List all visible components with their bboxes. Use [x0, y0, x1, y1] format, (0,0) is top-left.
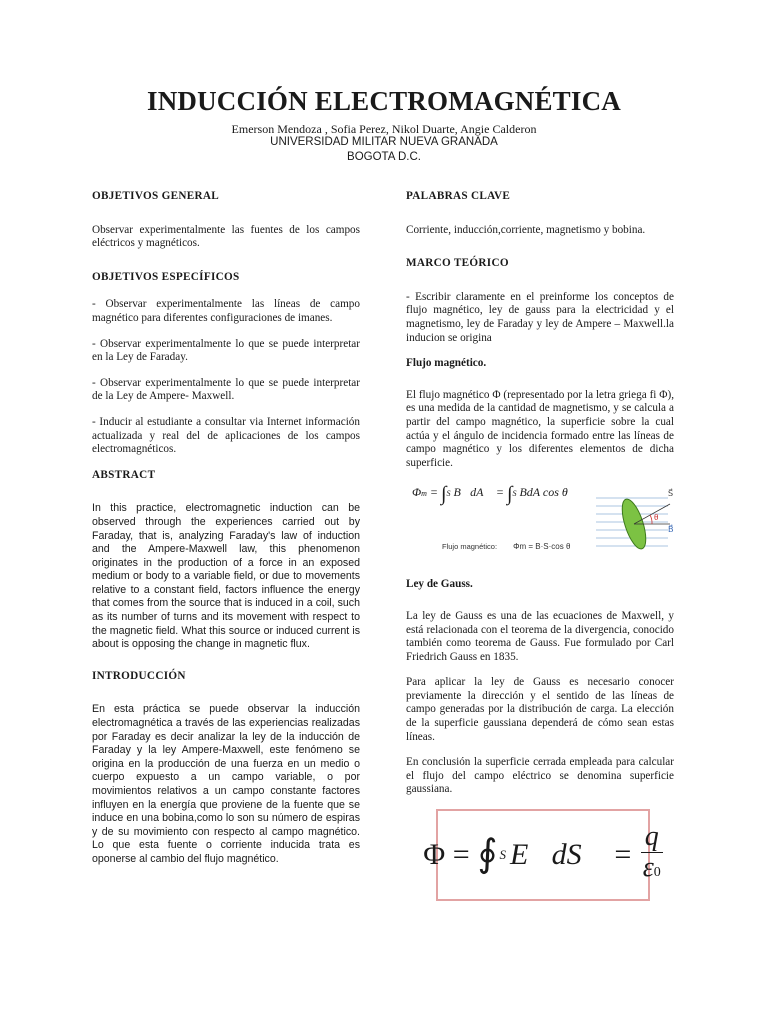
- palabras-clave-heading: PALABRAS CLAVE: [406, 190, 511, 202]
- gauss-paragraph: En conclusión la superficie cerrada empleada para calcular el flujo del campo eléctrico se denomina superficie gaussiana.: [406, 756, 674, 796]
- flux-field-diagram: [596, 482, 676, 562]
- palabras-clave-text: Corriente, inducción,corriente, magnetismo y bobina.: [406, 223, 646, 236]
- objetivo-item: - Observar experimentalmente las líneas de campo magnético para diferentes configuraciones de imanes.: [92, 298, 360, 324]
- authors: Emerson Mendoza , Sofia Perez, Nikol Duarte, Angie Calderon: [231, 122, 537, 136]
- introduccion-text: En esta práctica se puede observar la inducción electromagnética a través de las experiencias realizadas por Faraday es decir analizar la ley de la inducción de Faraday y la ley Ampere-Maxwell, este fenómeno se origina en la producción de una fuerza en un medio o cuerpo expuesto a un campo variable, o por movimientos relativos a un campo constante factores influyen en la energía que proviene de la fuente que se induce en una bobina,como lo son su número de espiras y de su movimiento con respecto al campo magnético. Lo que esta fuente o corriente inducida trata es oponerse al cambio del flujo magnético.: [92, 703, 360, 865]
- paper-title: INDUCCIÓN ELECTROMAGNÉTICA: [147, 86, 621, 116]
- marco-teorico-heading: MARCO TEÓRICO: [406, 257, 509, 270]
- flux-figure: [406, 482, 674, 562]
- gauss-heading: Ley de Gauss.: [406, 578, 473, 591]
- objetivos-especificos-heading: OBJETIVOS ESPECÍFICOS: [92, 270, 240, 283]
- flujo-text: El flujo magnético Φ (representado por la letra griega fi Φ), es una medida de la cantidad de magnetismo, y se calcula a partir del campo magnético, la superficie sobre la cual actúa y el ángulo de incidencia formado entre las líneas de campo magnético y los diferentes elementos de dicha superficie.: [406, 388, 674, 469]
- abstract-text: In this practice, electromagnetic induction can be observed through the experiences carried out by Faraday, that is, analyzing Faraday's law of induction and the Ampere-Maxwell law, this phenomenon originates in the production of a force in an exposed medium or body to a variable field, or due to movements relative to a constant field, factors influence the energy that comes from the source that is induced in a coil, such as its number of turns and its movement with respect to the magnetic field. What this source or induced current is about is opposing the change in magnetic flux.: [92, 502, 360, 651]
- gauss-paragraph: La ley de Gauss es una de las ecuaciones de Maxwell, y está relacionada con el teorema de la divergencia, conocido también como teorema de Gauss. Fue formulado por Carl Friedrich Gauss en 1835.: [406, 609, 674, 663]
- objetivo-item: - Inducir al estudiante a consultar via Internet información actualizada y real del de aplicaciones de los campos electromagnéticos.: [92, 415, 360, 456]
- abstract-heading: ABSTRACT: [92, 468, 156, 481]
- flujo-heading: Flujo magnético.: [406, 357, 487, 370]
- vector-b-label: B⃗: [668, 525, 674, 535]
- university: UNIVERSIDAD MILITAR NUEVA GRANADA: [270, 136, 498, 148]
- objetivo-item: - Observar experimentalmente lo que se puede interpretar en la Ley de Faraday.: [92, 337, 360, 364]
- right-column: [406, 190, 674, 901]
- introduccion-heading: INTRODUCCIÓN: [92, 669, 186, 682]
- city: BOGOTA D.C.: [347, 151, 421, 163]
- objetivos-general-heading: OBJETIVOS GENERAL: [92, 190, 220, 202]
- gauss-paragraph: Para aplicar la ley de Gauss es necesario conocer previamente la dirección y el sentido de las líneas de campo generadas por la distribución de carga. La elección de la superficie gaussiana dependerá de cómo sean estas líneas.: [406, 676, 674, 743]
- gauss-equation: Φ = ∮ S E⃗dS⃗ = $\frac{q}{\varepsilon 0}$: [436, 809, 650, 901]
- flux-caption: Flujo magnético: Φm = B·S·cos θ: [442, 542, 571, 552]
- marco-teorico-text: - Escribir claramente en el preinforme los conceptos de flujo magnético, ley de gauss para la electricidad y el magnetismo, ley de Faraday y ley de Ampere – Maxwell.la inducion se origina: [406, 290, 674, 344]
- objetivos-general-text: Observar experimentalmente las fuentes de los campos eléctricos y magnéticos.: [92, 223, 360, 250]
- angle-label: θ: [654, 513, 659, 523]
- flux-integral-formula: Φm = ∫S B⃗dA⃗ = ∫S BdA cos θ: [412, 483, 568, 506]
- objetivo-item: - Observar experimentalmente lo que se puede interpretar de la Ley de Ampere- Maxwell.: [92, 376, 360, 403]
- left-column: [92, 190, 360, 879]
- vector-s-label: S⃗: [668, 489, 674, 499]
